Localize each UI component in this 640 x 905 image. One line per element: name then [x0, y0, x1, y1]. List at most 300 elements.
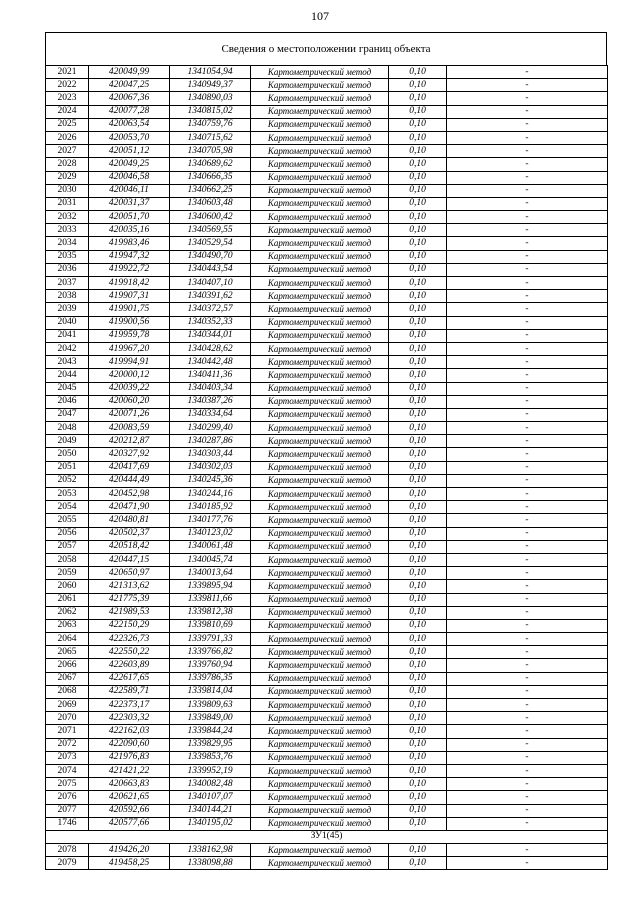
- table-row: [46, 211, 608, 224]
- cell-coord-x: 419994,91: [89, 356, 170, 369]
- cell-coord-y: 1340195,02: [170, 817, 251, 830]
- cell-description: -: [447, 197, 608, 210]
- cell-description: -: [447, 250, 608, 263]
- cell-point-number: 2064: [46, 633, 89, 646]
- cell-description: -: [447, 277, 608, 290]
- cell-point-number: 2049: [46, 435, 89, 448]
- cell-description: -: [447, 553, 608, 566]
- cell-description: -: [447, 382, 608, 395]
- cell-method: Картометрический метод: [251, 804, 389, 817]
- cell-coord-y: 1339809,63: [170, 699, 251, 712]
- cell-description: -: [447, 329, 608, 342]
- cell-accuracy: 0,10: [389, 474, 447, 487]
- cell-coord-x: 422617,65: [89, 672, 170, 685]
- cell-coord-x: 421989,53: [89, 606, 170, 619]
- cell-description: -: [447, 514, 608, 527]
- table-row: [46, 66, 608, 79]
- cell-method: Картометрический метод: [251, 290, 389, 303]
- cell-coord-x: 420067,36: [89, 92, 170, 105]
- cell-coord-y: 1340815,02: [170, 105, 251, 118]
- cell-description: -: [447, 804, 608, 817]
- cell-method: Картометрический метод: [251, 435, 389, 448]
- table-row: [46, 751, 608, 764]
- cell-coord-y: 1340245,36: [170, 474, 251, 487]
- cell-description: -: [447, 92, 608, 105]
- cell-method: Картометрический метод: [251, 857, 389, 870]
- cell-accuracy: 0,10: [389, 659, 447, 672]
- cell-coord-y: 1340334,64: [170, 408, 251, 421]
- cell-point-number: 2059: [46, 567, 89, 580]
- cell-description: -: [447, 66, 608, 79]
- cell-accuracy: 0,10: [389, 395, 447, 408]
- table-row: [46, 342, 608, 355]
- cell-coord-y: 1340890,03: [170, 92, 251, 105]
- cell-description: -: [447, 699, 608, 712]
- cell-description: -: [447, 448, 608, 461]
- cell-method: Картометрический метод: [251, 738, 389, 751]
- cell-method: Картометрический метод: [251, 329, 389, 342]
- cell-accuracy: 0,10: [389, 382, 447, 395]
- cell-coord-y: 1340144,21: [170, 804, 251, 817]
- cell-coord-y: 1340344,01: [170, 329, 251, 342]
- table-row: [46, 131, 608, 144]
- cell-point-number: 2050: [46, 448, 89, 461]
- cell-point-number: 2035: [46, 250, 89, 263]
- cell-description: -: [447, 369, 608, 382]
- table-row: [46, 791, 608, 804]
- table-row: [46, 408, 608, 421]
- cell-method: Картометрический метод: [251, 619, 389, 632]
- table-row: [46, 474, 608, 487]
- cell-accuracy: 0,10: [389, 527, 447, 540]
- cell-coord-y: 1340387,26: [170, 395, 251, 408]
- cell-coord-y: 1339814,04: [170, 685, 251, 698]
- table-row: [46, 580, 608, 593]
- cell-coord-x: 421775,39: [89, 593, 170, 606]
- cell-point-number: 2052: [46, 474, 89, 487]
- cell-point-number: 2042: [46, 342, 89, 355]
- cell-method: Картометрический метод: [251, 844, 389, 857]
- cell-method: Картометрический метод: [251, 488, 389, 501]
- cell-point-number: 2048: [46, 422, 89, 435]
- cell-point-number: 2073: [46, 751, 89, 764]
- cell-accuracy: 0,10: [389, 329, 447, 342]
- cell-coord-y: 1340403,34: [170, 382, 251, 395]
- cell-point-number: 2021: [46, 66, 89, 79]
- cell-point-number: 1746: [46, 817, 89, 830]
- cell-accuracy: 0,10: [389, 158, 447, 171]
- cell-description: -: [447, 237, 608, 250]
- cell-coord-y: 1340428,62: [170, 342, 251, 355]
- cell-method: Картометрический метод: [251, 197, 389, 210]
- cell-method: Картометрический метод: [251, 712, 389, 725]
- section-label: ЗУ1(45): [46, 830, 608, 843]
- cell-accuracy: 0,10: [389, 712, 447, 725]
- cell-coord-x: 420053,70: [89, 131, 170, 144]
- cell-coord-x: 419918,42: [89, 277, 170, 290]
- table-row: [46, 778, 608, 791]
- cell-coord-x: 420063,54: [89, 118, 170, 131]
- cell-coord-y: 1340352,33: [170, 316, 251, 329]
- cell-coord-y: 1340689,62: [170, 158, 251, 171]
- cell-accuracy: 0,10: [389, 448, 447, 461]
- table-row: [46, 712, 608, 725]
- cell-coord-y: 1338098,88: [170, 857, 251, 870]
- cell-point-number: 2024: [46, 105, 89, 118]
- table-row: [46, 553, 608, 566]
- cell-point-number: 2043: [46, 356, 89, 369]
- table-row: [46, 461, 608, 474]
- cell-method: Картометрический метод: [251, 633, 389, 646]
- table-row: [46, 435, 608, 448]
- cell-point-number: 2047: [46, 408, 89, 421]
- cell-method: Картометрический метод: [251, 356, 389, 369]
- cell-point-number: 2079: [46, 857, 89, 870]
- cell-method: Картометрический метод: [251, 764, 389, 777]
- cell-point-number: 2027: [46, 145, 89, 158]
- cell-description: -: [447, 145, 608, 158]
- cell-description: -: [447, 356, 608, 369]
- table-row: [46, 158, 608, 171]
- cell-accuracy: 0,10: [389, 738, 447, 751]
- cell-method: Картометрический метод: [251, 778, 389, 791]
- cell-description: -: [447, 488, 608, 501]
- cell-point-number: 2067: [46, 672, 89, 685]
- cell-point-number: 2069: [46, 699, 89, 712]
- cell-method: Картометрический метод: [251, 448, 389, 461]
- cell-accuracy: 0,10: [389, 422, 447, 435]
- cell-accuracy: 0,10: [389, 131, 447, 144]
- cell-coord-y: 1340490,70: [170, 250, 251, 263]
- cell-coord-x: 420071,26: [89, 408, 170, 421]
- cell-coord-x: 419426,20: [89, 844, 170, 857]
- table-row: [46, 224, 608, 237]
- cell-accuracy: 0,10: [389, 725, 447, 738]
- cell-point-number: 2032: [46, 211, 89, 224]
- cell-method: Картометрический метод: [251, 606, 389, 619]
- cell-description: -: [447, 211, 608, 224]
- cell-description: -: [447, 685, 608, 698]
- cell-coord-y: 1339766,82: [170, 646, 251, 659]
- cell-description: -: [447, 633, 608, 646]
- cell-accuracy: 0,10: [389, 791, 447, 804]
- table-row: [46, 448, 608, 461]
- cell-method: Картометрический метод: [251, 593, 389, 606]
- cell-coord-x: 420046,11: [89, 184, 170, 197]
- table-row: [46, 685, 608, 698]
- cell-accuracy: 0,10: [389, 764, 447, 777]
- cell-method: Картометрический метод: [251, 751, 389, 764]
- cell-coord-y: 1340299,40: [170, 422, 251, 435]
- cell-accuracy: 0,10: [389, 672, 447, 685]
- cell-method: Картометрический метод: [251, 277, 389, 290]
- cell-description: -: [447, 619, 608, 632]
- cell-coord-y: 1340569,55: [170, 224, 251, 237]
- cell-accuracy: 0,10: [389, 105, 447, 118]
- cell-coord-x: 422373,17: [89, 699, 170, 712]
- cell-accuracy: 0,10: [389, 435, 447, 448]
- cell-accuracy: 0,10: [389, 844, 447, 857]
- cell-point-number: 2055: [46, 514, 89, 527]
- cell-description: -: [447, 158, 608, 171]
- table-row: [46, 488, 608, 501]
- cell-accuracy: 0,10: [389, 118, 447, 131]
- cell-accuracy: 0,10: [389, 92, 447, 105]
- cell-method: Картометрический метод: [251, 580, 389, 593]
- cell-accuracy: 0,10: [389, 197, 447, 210]
- cell-accuracy: 0,10: [389, 633, 447, 646]
- cell-coord-y: 1340662,25: [170, 184, 251, 197]
- cell-description: -: [447, 474, 608, 487]
- cell-accuracy: 0,10: [389, 646, 447, 659]
- table-row: [46, 303, 608, 316]
- cell-accuracy: 0,10: [389, 342, 447, 355]
- cell-coord-y: 1340123,02: [170, 527, 251, 540]
- cell-coord-x: 419907,31: [89, 290, 170, 303]
- cell-coord-y: 1340666,35: [170, 171, 251, 184]
- cell-coord-y: 1340177,76: [170, 514, 251, 527]
- cell-coord-y: 1340287,86: [170, 435, 251, 448]
- cell-accuracy: 0,10: [389, 619, 447, 632]
- page-number: 107: [311, 9, 329, 23]
- table-row: [46, 171, 608, 184]
- cell-description: -: [447, 422, 608, 435]
- cell-accuracy: 0,10: [389, 685, 447, 698]
- cell-coord-y: 1340407,10: [170, 277, 251, 290]
- cell-coord-y: 1340082,48: [170, 778, 251, 791]
- cell-point-number: 2025: [46, 118, 89, 131]
- cell-accuracy: 0,10: [389, 66, 447, 79]
- cell-point-number: 2074: [46, 764, 89, 777]
- cell-coord-y: 1340603,48: [170, 197, 251, 210]
- cell-coord-x: 420051,12: [89, 145, 170, 158]
- cell-point-number: 2040: [46, 316, 89, 329]
- cell-description: -: [447, 290, 608, 303]
- cell-description: -: [447, 844, 608, 857]
- cell-coord-x: 421421,22: [89, 764, 170, 777]
- cell-description: -: [447, 461, 608, 474]
- cell-coord-y: 1340600,42: [170, 211, 251, 224]
- cell-method: Картометрический метод: [251, 817, 389, 830]
- cell-point-number: 2072: [46, 738, 89, 751]
- cell-method: Картометрический метод: [251, 672, 389, 685]
- table-row: [46, 356, 608, 369]
- table-row: [46, 92, 608, 105]
- cell-accuracy: 0,10: [389, 263, 447, 276]
- cell-description: -: [447, 646, 608, 659]
- cell-accuracy: 0,10: [389, 211, 447, 224]
- cell-description: -: [447, 712, 608, 725]
- cell-description: -: [447, 593, 608, 606]
- cell-description: -: [447, 395, 608, 408]
- cell-coord-y: 1339844,24: [170, 725, 251, 738]
- cell-coord-x: 420452,98: [89, 488, 170, 501]
- cell-accuracy: 0,10: [389, 237, 447, 250]
- table-row: [46, 250, 608, 263]
- cell-method: Картометрический метод: [251, 382, 389, 395]
- cell-coord-y: 1339760,94: [170, 659, 251, 672]
- cell-point-number: 2054: [46, 501, 89, 514]
- table-row: [46, 672, 608, 685]
- table-row: [46, 145, 608, 158]
- cell-method: Картометрический метод: [251, 369, 389, 382]
- cell-coord-x: 420049,25: [89, 158, 170, 171]
- cell-coord-y: 1340013,64: [170, 567, 251, 580]
- cell-coord-x: 422603,89: [89, 659, 170, 672]
- cell-point-number: 2031: [46, 197, 89, 210]
- cell-description: -: [447, 342, 608, 355]
- cell-coord-x: 420417,69: [89, 461, 170, 474]
- cell-coord-y: 1339895,94: [170, 580, 251, 593]
- cell-coord-x: 420083,59: [89, 422, 170, 435]
- cell-description: -: [447, 540, 608, 553]
- cell-description: -: [447, 184, 608, 197]
- cell-coord-y: 1340061,48: [170, 540, 251, 553]
- cell-method: Картометрический метод: [251, 184, 389, 197]
- cell-coord-x: 419959,78: [89, 329, 170, 342]
- cell-description: -: [447, 303, 608, 316]
- cell-method: Картометрический метод: [251, 79, 389, 92]
- cell-point-number: 2061: [46, 593, 89, 606]
- table-row: [46, 263, 608, 276]
- cell-method: Картометрический метод: [251, 501, 389, 514]
- cell-coord-y: 1340411,36: [170, 369, 251, 382]
- cell-method: Картометрический метод: [251, 250, 389, 263]
- cell-coord-x: 420051,70: [89, 211, 170, 224]
- table-row: [46, 501, 608, 514]
- cell-point-number: 2063: [46, 619, 89, 632]
- cell-coord-x: 419900,56: [89, 316, 170, 329]
- cell-point-number: 2037: [46, 277, 89, 290]
- cell-point-number: 2077: [46, 804, 89, 817]
- table-row: [46, 329, 608, 342]
- cell-coord-x: 422162,03: [89, 725, 170, 738]
- cell-accuracy: 0,10: [389, 553, 447, 566]
- cell-coord-x: 422589,71: [89, 685, 170, 698]
- cell-coord-x: 420047,25: [89, 79, 170, 92]
- cell-coord-y: 1339952,19: [170, 764, 251, 777]
- cell-method: Картометрический метод: [251, 211, 389, 224]
- cell-coord-y: 1339849,00: [170, 712, 251, 725]
- cell-description: -: [447, 817, 608, 830]
- cell-description: -: [447, 501, 608, 514]
- cell-point-number: 2023: [46, 92, 89, 105]
- cell-coord-x: 420035,16: [89, 224, 170, 237]
- cell-method: Картометрический метод: [251, 303, 389, 316]
- cell-accuracy: 0,10: [389, 408, 447, 421]
- table-row: [46, 817, 608, 830]
- cell-coord-x: 420031,37: [89, 197, 170, 210]
- cell-description: -: [447, 408, 608, 421]
- cell-coord-y: 1340705,98: [170, 145, 251, 158]
- cell-point-number: 2065: [46, 646, 89, 659]
- cell-method: Картометрический метод: [251, 791, 389, 804]
- table-row: [46, 395, 608, 408]
- cell-point-number: 2026: [46, 131, 89, 144]
- cell-method: Картометрический метод: [251, 646, 389, 659]
- cell-description: -: [447, 567, 608, 580]
- cell-method: Картометрический метод: [251, 316, 389, 329]
- table-row: [46, 567, 608, 580]
- table-row: [46, 646, 608, 659]
- cell-method: Картометрический метод: [251, 540, 389, 553]
- cell-point-number: 2068: [46, 685, 89, 698]
- cell-point-number: 2028: [46, 158, 89, 171]
- table-row: [46, 857, 608, 870]
- cell-coord-y: 1339786,35: [170, 672, 251, 685]
- cell-coord-x: 420502,37: [89, 527, 170, 540]
- cell-point-number: 2051: [46, 461, 89, 474]
- cell-description: -: [447, 764, 608, 777]
- cell-accuracy: 0,10: [389, 514, 447, 527]
- cell-accuracy: 0,10: [389, 857, 447, 870]
- cell-method: Картометрический метод: [251, 263, 389, 276]
- table-row: [46, 804, 608, 817]
- table-row: [46, 79, 608, 92]
- cell-description: -: [447, 580, 608, 593]
- cell-description: -: [447, 751, 608, 764]
- cell-method: Картометрический метод: [251, 224, 389, 237]
- cell-coord-y: 1339811,66: [170, 593, 251, 606]
- cell-coord-x: 419901,75: [89, 303, 170, 316]
- table-row: [46, 105, 608, 118]
- cell-point-number: 2056: [46, 527, 89, 540]
- cell-method: Картометрический метод: [251, 422, 389, 435]
- cell-point-number: 2038: [46, 290, 89, 303]
- cell-coord-x: 419458,25: [89, 857, 170, 870]
- cell-coord-x: 419922,72: [89, 263, 170, 276]
- cell-coord-y: 1340529,54: [170, 237, 251, 250]
- table-row: [46, 738, 608, 751]
- cell-coord-x: 420444,49: [89, 474, 170, 487]
- cell-coord-y: 1339810,69: [170, 619, 251, 632]
- cell-accuracy: 0,10: [389, 461, 447, 474]
- cell-accuracy: 0,10: [389, 606, 447, 619]
- cell-method: Картометрический метод: [251, 131, 389, 144]
- cell-accuracy: 0,10: [389, 804, 447, 817]
- cell-coord-y: 1340759,76: [170, 118, 251, 131]
- cell-method: Картометрический метод: [251, 725, 389, 738]
- cell-point-number: 2034: [46, 237, 89, 250]
- cell-coord-x: 422303,32: [89, 712, 170, 725]
- cell-accuracy: 0,10: [389, 501, 447, 514]
- cell-accuracy: 0,10: [389, 290, 447, 303]
- table-row: [46, 606, 608, 619]
- table-row: [46, 540, 608, 553]
- cell-coord-x: 419983,46: [89, 237, 170, 250]
- cell-description: -: [447, 659, 608, 672]
- table-row: [46, 764, 608, 777]
- cell-description: -: [447, 263, 608, 276]
- cell-method: Картометрический метод: [251, 408, 389, 421]
- cell-method: Картометрический метод: [251, 145, 389, 158]
- cell-coord-x: 420480,81: [89, 514, 170, 527]
- table-row: [46, 369, 608, 382]
- table-row: [46, 514, 608, 527]
- cell-point-number: 2078: [46, 844, 89, 857]
- cell-description: -: [447, 857, 608, 870]
- cell-coord-x: 420077,28: [89, 105, 170, 118]
- cell-description: -: [447, 105, 608, 118]
- table-row: [46, 527, 608, 540]
- cell-description: -: [447, 224, 608, 237]
- cell-point-number: 2075: [46, 778, 89, 791]
- cell-coord-y: 1340107,07: [170, 791, 251, 804]
- cell-accuracy: 0,10: [389, 356, 447, 369]
- cell-description: -: [447, 791, 608, 804]
- cell-accuracy: 0,10: [389, 817, 447, 830]
- cell-method: Картометрический метод: [251, 659, 389, 672]
